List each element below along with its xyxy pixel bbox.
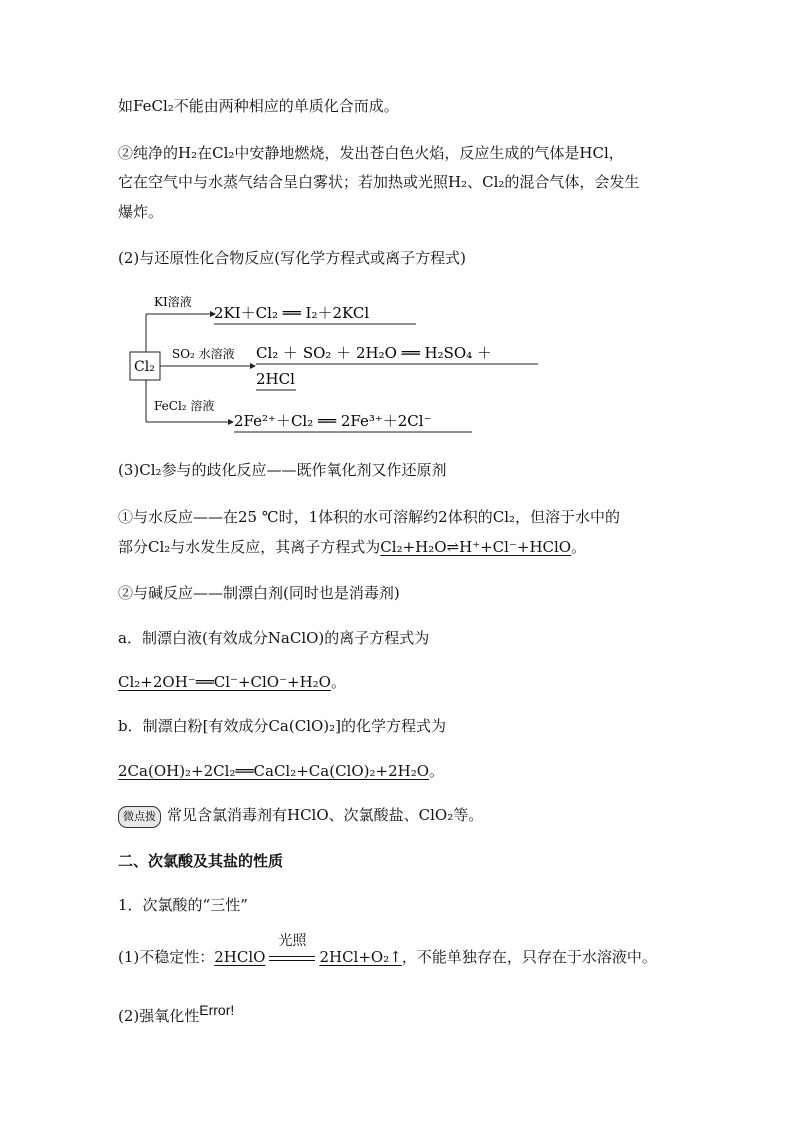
text-line-11-suffix: 。 <box>330 673 346 691</box>
water-reaction-equation: Cl₂+H₂O⇌H⁺+Cl⁻+HClO <box>380 538 572 556</box>
instability-suffix: ，不能单独存在，只存在于水溶液中。 <box>401 948 657 966</box>
branch-3-equation: 2Fe²⁺＋Cl₂ ══ 2Fe³⁺＋2Cl⁻ <box>234 412 432 430</box>
text-line-13-suffix: 。 <box>429 762 445 780</box>
oxidizing-line <box>118 1002 235 1026</box>
hclo-reactant: 2HClO <box>214 948 266 966</box>
branch-3-reagent: FeCl₂ 溶液 <box>154 399 215 413</box>
error-text: Error! <box>199 1002 235 1018</box>
section-heading-hclo: 二、次氯酸及其盐的性质 <box>118 852 284 870</box>
instability-line <box>118 933 657 967</box>
bleach-powder-equation: 2Ca(OH)₂+2Cl₂══CaCl₂+Ca(ClO)₂+2H₂O <box>118 762 430 780</box>
tip-line <box>118 805 483 828</box>
branch-2-equation-line2: 2HCl <box>256 370 295 388</box>
hclo-products: 2HCl+O₂↑ <box>319 948 402 966</box>
text-line-4: 爆炸。 <box>118 203 164 221</box>
text-line-8-prefix: 部分Cl₂与水发生反应，其离子方程式为 <box>118 538 381 556</box>
text-line-8-suffix: 。 <box>571 538 587 556</box>
text-line-12: b．制漂白粉[有效成分Ca(ClO)₂]的化学方程式为 <box>118 717 447 735</box>
subheading-three-properties: 1．次氯酸的“三性” <box>118 896 248 914</box>
instability-label: (1)不稳定性： <box>118 948 215 966</box>
tip-badge: 微点拨 <box>118 806 161 828</box>
text-line-3: 它在空气中与水蒸气结合呈白雾状；若加热或光照H₂、Cl₂的混合气体，会发生 <box>118 173 640 191</box>
branch-1-equation: 2KI＋Cl₂ ══ I₂＋2KCl <box>214 304 370 322</box>
branch-2-reagent: SO₂ 水溶液 <box>172 347 235 361</box>
tip-text: 常见含氯消毒剂有HClO、次氯酸盐、ClO₂等。 <box>167 806 484 824</box>
text-line-2: ②纯净的H₂在Cl₂中安静地燃烧，发出苍白色火焰，反应生成的气体是HCl， <box>118 144 624 162</box>
section-heading-3: (3)Cl₂参与的歧化反应——既作氧化剂又作还原剂 <box>118 461 447 479</box>
oxidizing-label: (2)强氧化性 <box>118 1007 200 1025</box>
text-line-11 <box>118 672 346 692</box>
text-line-8 <box>118 537 586 557</box>
diagram-center-label: Cl₂ <box>134 359 155 375</box>
bleach-liquid-equation: Cl₂+2OH⁻══Cl⁻+ClO⁻+H₂O <box>118 673 331 691</box>
text-line-9: ②与碱反应——制漂白剂(同时也是消毒剂) <box>118 584 400 602</box>
text-line-7: ①与水反应——在25 ℃时，1体积的水可溶解约2体积的Cl₂，但溶于水中的 <box>118 508 621 526</box>
branch-2-equation-line1: Cl₂ ＋ SO₂ ＋ 2H₂O ══ H₂SO₄ ＋ <box>256 344 492 362</box>
text-line-1: 如FeCl₂不能由两种相应的单质化合而成。 <box>118 97 399 115</box>
text-line-10: a．制漂白液(有效成分NaClO)的离子方程式为 <box>118 629 430 647</box>
text-line-13 <box>118 761 444 781</box>
reaction-arrow <box>265 933 319 967</box>
branch-1-reagent: KI溶液 <box>154 295 192 309</box>
condition-light: 光照 <box>278 933 307 949</box>
section-heading-2: (2)与还原性化合物反应(写化学方程式或离子方程式) <box>118 249 466 267</box>
reaction-diagram <box>118 284 558 444</box>
